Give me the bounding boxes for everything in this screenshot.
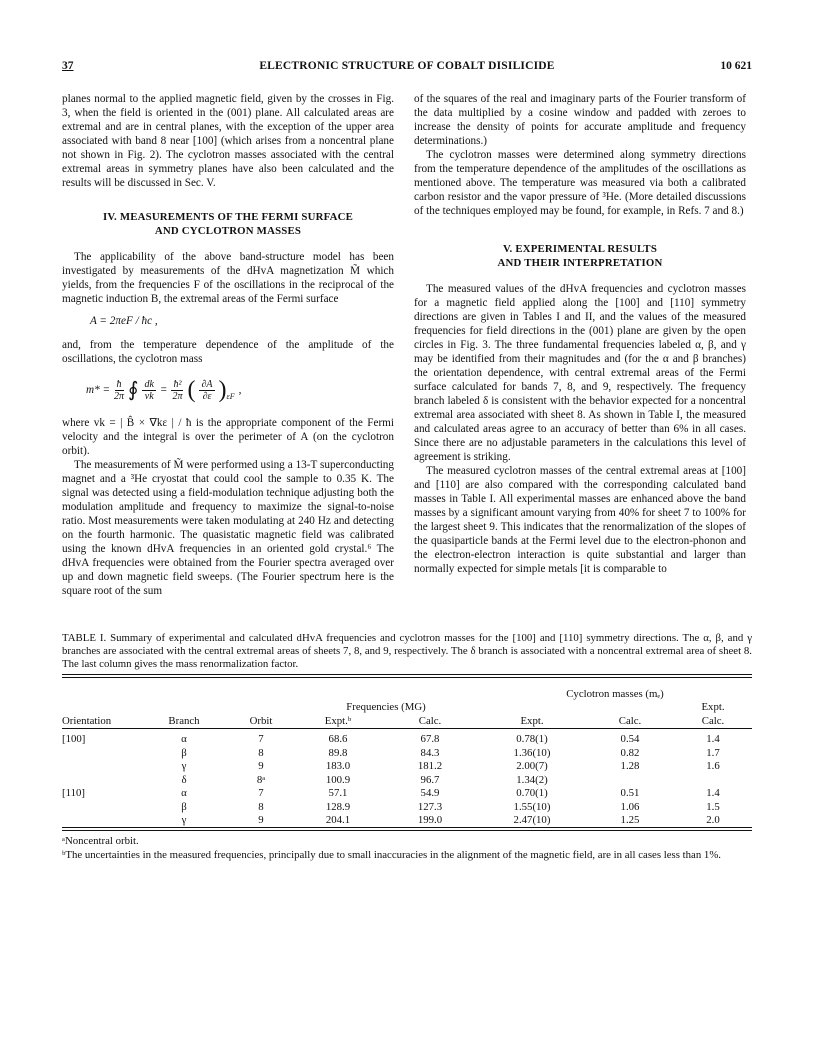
page-number-left: 37 (62, 60, 74, 72)
right-paragraph-2: The cyclotron masses were determined along symmetry directions from the temperature dependence of the amplitudes of the oscillations as mentioned above. The temperature was measured via both a calibrated carbon resistor and the vapor pressure of ³He. (More detailed discussions of the techniques employed may be found, for example, in Refs. 7 and 8.) (414, 149, 746, 217)
section-iv-heading (62, 210, 394, 238)
left-paragraph-1: planes normal to the applied magnetic field, given by the crosses in Fig. 3, when the field is oriented in the (001) plane. All calculated areas are extremal and are in central planes, with the exception of the upper area associated with band 8 near [100] (which arises from a noncentral plane not shown in Fig. 2). The cyclotron masses associated with the central extremal areas in symmetry planes have also been calculated and the results will be discussed in Sec. V. (62, 93, 394, 189)
eq2-fraction-1: $\frac{ħ}{2\pi}$ (114, 378, 125, 402)
table-row: [100] α 7 68.6 67.8 0.78(1) 0.54 1.4 (62, 733, 720, 746)
page-header (62, 60, 752, 78)
equation-area: A = 2πeF / ħc , (90, 315, 158, 327)
column-header: Branch (168, 714, 200, 727)
eq2-fraction-3: $\frac{\text{ħ²}}{2\pi}$ (172, 378, 183, 402)
table-row: γ 9 183.0 181.2 2.00(7) 1.28 1.6 (181, 760, 720, 773)
section-v-heading (414, 242, 746, 270)
right-paragraph-3: The measured values of the dHvA frequencies and cyclotron masses for a magnetic field applied along the [100] and [110] symmetry directions are given in Tables I and II, and the values of the measured frequencies for field directions in the (001) plane are given by the open circles in Fig. 3. The three fundamental frequencies labeled α, β, and γ may be identified from their magnitudes and (for the α and β branches) the orientation dependence, with central extremal areas of the Fermi surface calculated for bands 7, 8, and 9, respectively. The frequency branch labeled δ is consistent with the behavior expected for a noncentral extremal area associated with sheet 8. As shown in Table I, the measured and calculated areas agree to an accuracy of better than 6% in all cases. Since there are no adjustable parameters in the calculations this level of agreement is striking. (414, 283, 746, 463)
eq2-fraction-4: $\frac{\partial A}{\partial\varepsilon}$ (201, 378, 213, 402)
eq2-lhs: m* = (86, 384, 111, 396)
table-row: β 8 128.9 127.3 1.55(10) 1.06 1.5 (181, 800, 720, 813)
left-paragraph-2: The applicability of the above band-structure model has been investigated by measurements of the dHvA magnetization M̃ which yields, from the frequencies F of the oscillations in the reciprocal of the magnetic induction B, the extremal areas of the Fermi surface (62, 251, 394, 305)
eq2-fraction-2: $\frac{dk}{vk}$ (144, 378, 154, 402)
left-paragraph-3: and, from the temperature dependence of the amplitude of the oscillations, the cyclotron mass (62, 339, 394, 365)
page-number-right: 10 621 (720, 60, 752, 72)
eq2-left-brace: ( (187, 377, 196, 403)
table-caption: TABLE I. Summary of experimental and calculated dHvA frequencies and cyclotron masses for the [100] and [110] symmetry directions. The α, β, and γ branches are associated with the central extremal areas of sheets 7, 8, and 9, respectively. The δ branch is associated with a noncentral extremal area of sheet 8. The last column gives the mass renormalization factor. (62, 632, 752, 670)
table-row: γ 9 204.1 199.0 2.47(10) 1.25 2.0 (62, 814, 752, 828)
column-header: Orientation (62, 714, 112, 727)
footnote-b: ᵇThe uncertainties in the measured frequencies, principally due to small inaccuracies in the alignment of the magnetic field, are in all cases less than 1%. (62, 848, 722, 861)
running-title: ELECTRONIC STRUCTURE OF COBALT DISILICIDE (259, 60, 555, 72)
eq2-comma: , (238, 384, 242, 396)
table-row: [110] α 7 57.1 54.9 0.70(1) 0.51 1.4 (62, 787, 720, 800)
header-frequencies: Frequencies (MG) (346, 700, 426, 713)
right-paragraph-1: of the squares of the real and imaginary parts of the Fourier transform of the data multiplied by a cosine window and padded with zeroes to increase the density of points for accurate amplitude and frequency determinations.) (414, 93, 746, 147)
column-header: Orbit (249, 714, 273, 727)
section-v-title-line1: V. EXPERIMENTAL RESULTS (502, 243, 658, 255)
column-header: Calc. (418, 714, 442, 727)
column-header: Expt. (520, 714, 544, 727)
table-bottom-rule (62, 830, 752, 831)
section-iv-title-line1: IV. MEASUREMENTS OF THE FERMI SURFACE (103, 211, 353, 223)
section-iv-title-line2: AND CYCLOTRON MASSES (154, 225, 302, 237)
header-expt-top: Expt. (701, 700, 725, 713)
table-1 (62, 632, 752, 862)
right-column (414, 92, 746, 576)
right-paragraph-4: The measured cyclotron masses of the central extremal areas at [100] and [110] are also compared with the corresponding calculated band masses in Table I. All experimental masses are enhanced above the band masses by a significant amount varying from 40% for sheet 7 to 100% for the largest sheet 9. This indicates that the renormalization of the slopes of the quasiparticle bands at the Fermi level due to the electron-phonon and the electron-electron interaction is quite substantial and larger than normally expected for simple metals [it is comparable to (414, 465, 746, 575)
column-header: Calc. (701, 714, 725, 727)
data-table (62, 678, 752, 828)
table-row: δ 8ᵃ 100.9 96.7 1.34(2) (181, 773, 548, 786)
equation-cyclotron-mass (62, 376, 394, 404)
eq2-right-brace: ) (218, 377, 227, 403)
footnote-a: ᵃNoncentral orbit. (62, 835, 139, 847)
header-cyclotron-masses: Cyclotron masses (mₑ) (566, 688, 664, 700)
column-header: Calc. (618, 714, 642, 727)
left-paragraph-5: The measurements of M̃ were performed using a 13-T superconducting magnet and a ³He cryostat that could cool the sample to 0.35 K. The signal was detected using a field-modulation technique adjusting both the modulation amplitude and frequency to maximize the signal-to-noise ratio. Most measurements were taken modulating at 240 Hz and detecting on the fourth harmonic. The quasistatic magnetic field was calibrated using the known dHvA frequencies in an oriented gold crystal.⁶ The dHvA frequencies were obtained from the Fourier spectra averaged over up and down magnetic field sweeps. (The Fourier spectrum here is the square root of the sum (62, 459, 394, 597)
eq2-subscript: εF (226, 392, 235, 401)
left-column (62, 92, 394, 598)
column-header: Expt.ᵇ (324, 714, 352, 727)
contour-integral-symbol: ∮ (128, 379, 139, 401)
section-v-title-line2: AND THEIR INTERPRETATION (497, 257, 663, 269)
table-top-rule (62, 674, 752, 675)
table-row: β 8 89.8 84.3 1.36(10) 0.82 1.7 (181, 746, 720, 759)
left-paragraph-4: where vk = | B̂ × ∇kε | / ħ is the appropriate component of the Fermi velocity and the integral is over the perimeter of A (on the cyclotron orbit). (62, 417, 394, 457)
table-footnotes (62, 835, 752, 862)
eq2-equals: = (159, 384, 168, 396)
